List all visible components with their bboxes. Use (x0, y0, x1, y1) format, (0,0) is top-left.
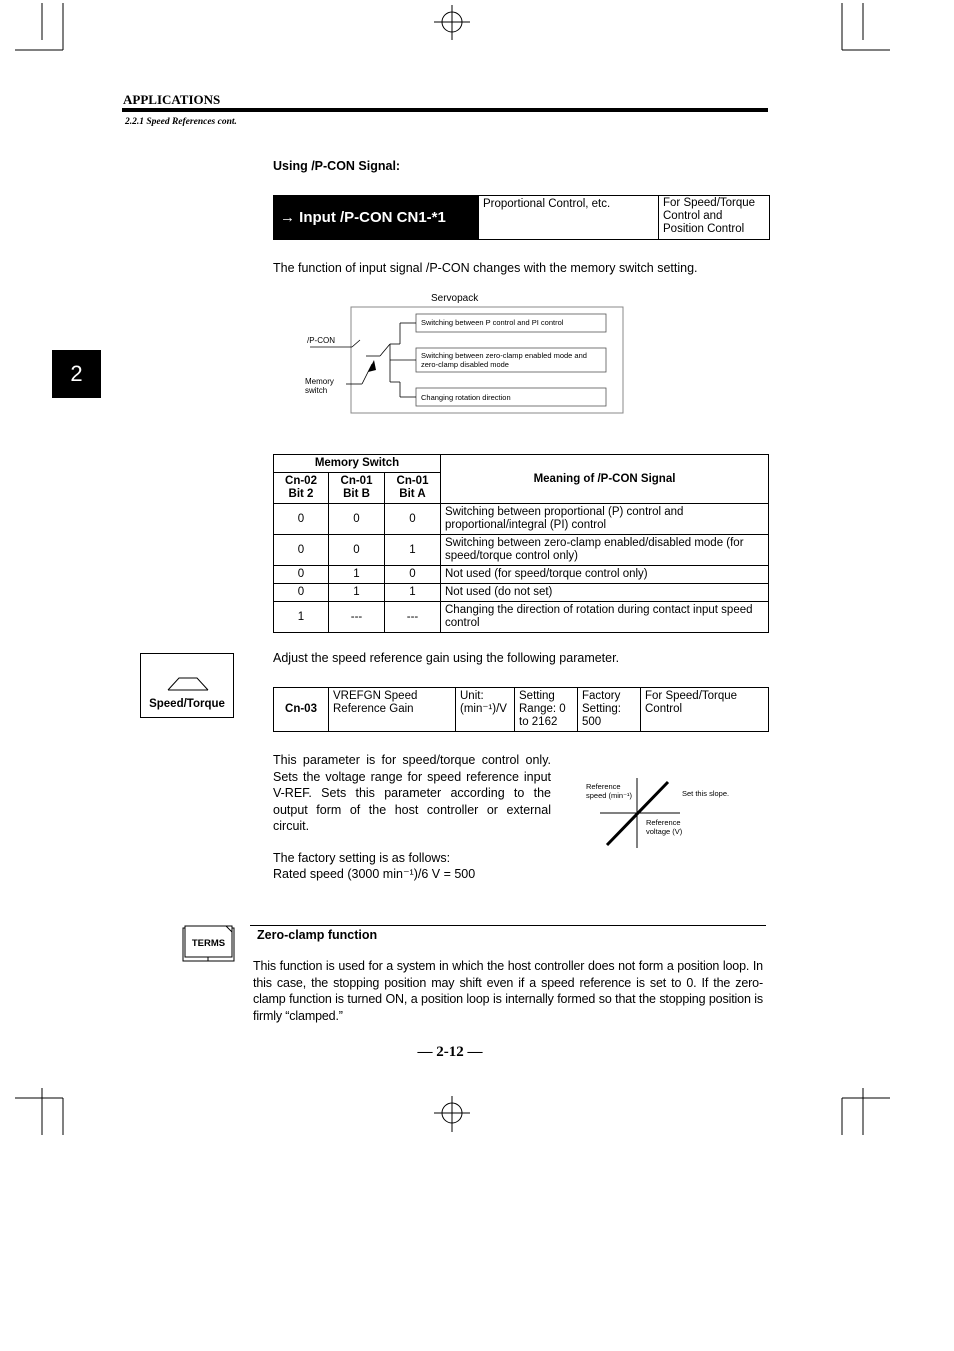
param-text-3: Rated speed (3000 min⁻¹)/6 V = 500 (273, 867, 476, 881)
memory-switch-table (273, 454, 769, 633)
header-rule (122, 108, 768, 112)
speed-torque-label: Speed/Torque (149, 698, 225, 710)
param-unit: Unit: (min⁻¹)/V (456, 688, 515, 732)
graph-x-label: Reference voltage (V) (646, 818, 683, 836)
table-cell: 1 (329, 584, 385, 602)
terms-rule (250, 925, 766, 926)
table-cell: 1 (385, 535, 441, 566)
table-cell: 0 (274, 566, 329, 584)
subsection-header: 2.2.1 Speed References cont. (125, 117, 237, 127)
diagram-pcon-label: /P-CON (307, 336, 335, 345)
param-explanation (273, 752, 551, 883)
param-factory: Factory Setting: 500 (578, 688, 641, 732)
memory-switch-header: Memory Switch (274, 455, 441, 473)
diagram-memory-switch-label: Memory switch (305, 377, 334, 395)
terms-title: Zero-clamp function (257, 928, 378, 942)
chapter-tab (52, 350, 101, 398)
table-cell: 0 (385, 504, 441, 535)
table-cell: Not used (do not set) (441, 584, 769, 602)
terms-icon-label: TERMS (191, 938, 226, 949)
pcon-input-box (273, 195, 770, 240)
terms-icon (182, 925, 235, 962)
page-number: — 2-12 — (417, 1044, 483, 1060)
chapter-number: 2 (70, 361, 83, 386)
pcon-input-title: → Input /P-CON CN1-*1 (274, 196, 478, 239)
terms-body: This function is used for a system in which the host controller does not form a position loop. In this case, the stopping position may shift even if a speed reference is set to 0. If the zero-clamp function is turned ON, a position loop is internally formed so that the stopping position is firmly “clamped.” (253, 959, 763, 1023)
table-cell: 1 (329, 566, 385, 584)
param-text-2: The factory setting is as follows: (273, 850, 451, 865)
pcon-col3: For Speed/Torque Control and Position Control (658, 196, 769, 239)
gain-intro: Adjust the speed reference gain using the following parameter. (273, 651, 620, 665)
table-cell: Switching between zero-clamp enabled/disabled mode (for speed/torque control only) (441, 535, 769, 566)
param-name: VREFGN Speed Reference Gain (329, 688, 456, 732)
table-cell: 0 (329, 535, 385, 566)
param-number: Cn-03 (274, 688, 329, 732)
table-cell: 0 (274, 584, 329, 602)
table-cell: 0 (274, 535, 329, 566)
section-header: APPLICATIONS (123, 92, 221, 107)
param-text-1: This parameter is for speed/torque control only. Sets the voltage range for speed reference input V-REF. Sets this parameter according to the output form of the host controller or external circuit. (273, 753, 551, 833)
param-range: Setting Range: 0 to 2162 (515, 688, 578, 732)
cn03-parameter-table (273, 687, 769, 732)
table-cell: Changing the direction of rotation during contact input speed control (441, 602, 769, 633)
servopack-label: Servopack (431, 293, 479, 304)
table-cell: 0 (385, 566, 441, 584)
col-header-cn01-bita: Cn-01 Bit A (385, 473, 441, 504)
pcon-col2: Proportional Control, etc. (478, 196, 658, 239)
pcon-description: The function of input signal /P-CON changes with the memory switch setting. (273, 261, 698, 275)
pcon-heading: Using /P-CON Signal: (273, 159, 401, 173)
col-header-cn01-bitb: Cn-01 Bit B (329, 473, 385, 504)
diagram-box-3-text: Changing rotation direction (421, 393, 511, 402)
table-cell: Switching between proportional (P) control and proportional/integral (PI) control (441, 504, 769, 535)
table-cell: 0 (274, 504, 329, 535)
table-row (274, 602, 769, 633)
col-header-cn02-bit2: Cn-02 Bit 2 (274, 473, 329, 504)
table-cell: --- (329, 602, 385, 633)
table-row (274, 504, 769, 535)
table-row (274, 566, 769, 584)
switch-arrow-icon (368, 360, 376, 372)
diagram-box-1-text: Switching between P control and PI control (421, 318, 564, 327)
table-cell: 0 (329, 504, 385, 535)
table-row (274, 584, 769, 602)
speed-torque-icon-box (140, 653, 234, 718)
table-cell: 1 (274, 602, 329, 633)
table-cell: --- (385, 602, 441, 633)
diagram-box-2-text: Switching between zero-clamp enabled mode and zero-clamp disabled mode (421, 351, 587, 369)
table-row (274, 535, 769, 566)
param-applies: For Speed/Torque Control (641, 688, 769, 732)
graph-slope-note: Set this slope. (682, 789, 730, 798)
table-cell: Not used (for speed/torque control only) (441, 566, 769, 584)
graph-y-label: Reference speed (min⁻¹) (586, 782, 633, 800)
trapezoid-speed-icon (167, 676, 209, 692)
table-cell: 1 (385, 584, 441, 602)
meaning-header: Meaning of /P-CON Signal (441, 455, 769, 504)
